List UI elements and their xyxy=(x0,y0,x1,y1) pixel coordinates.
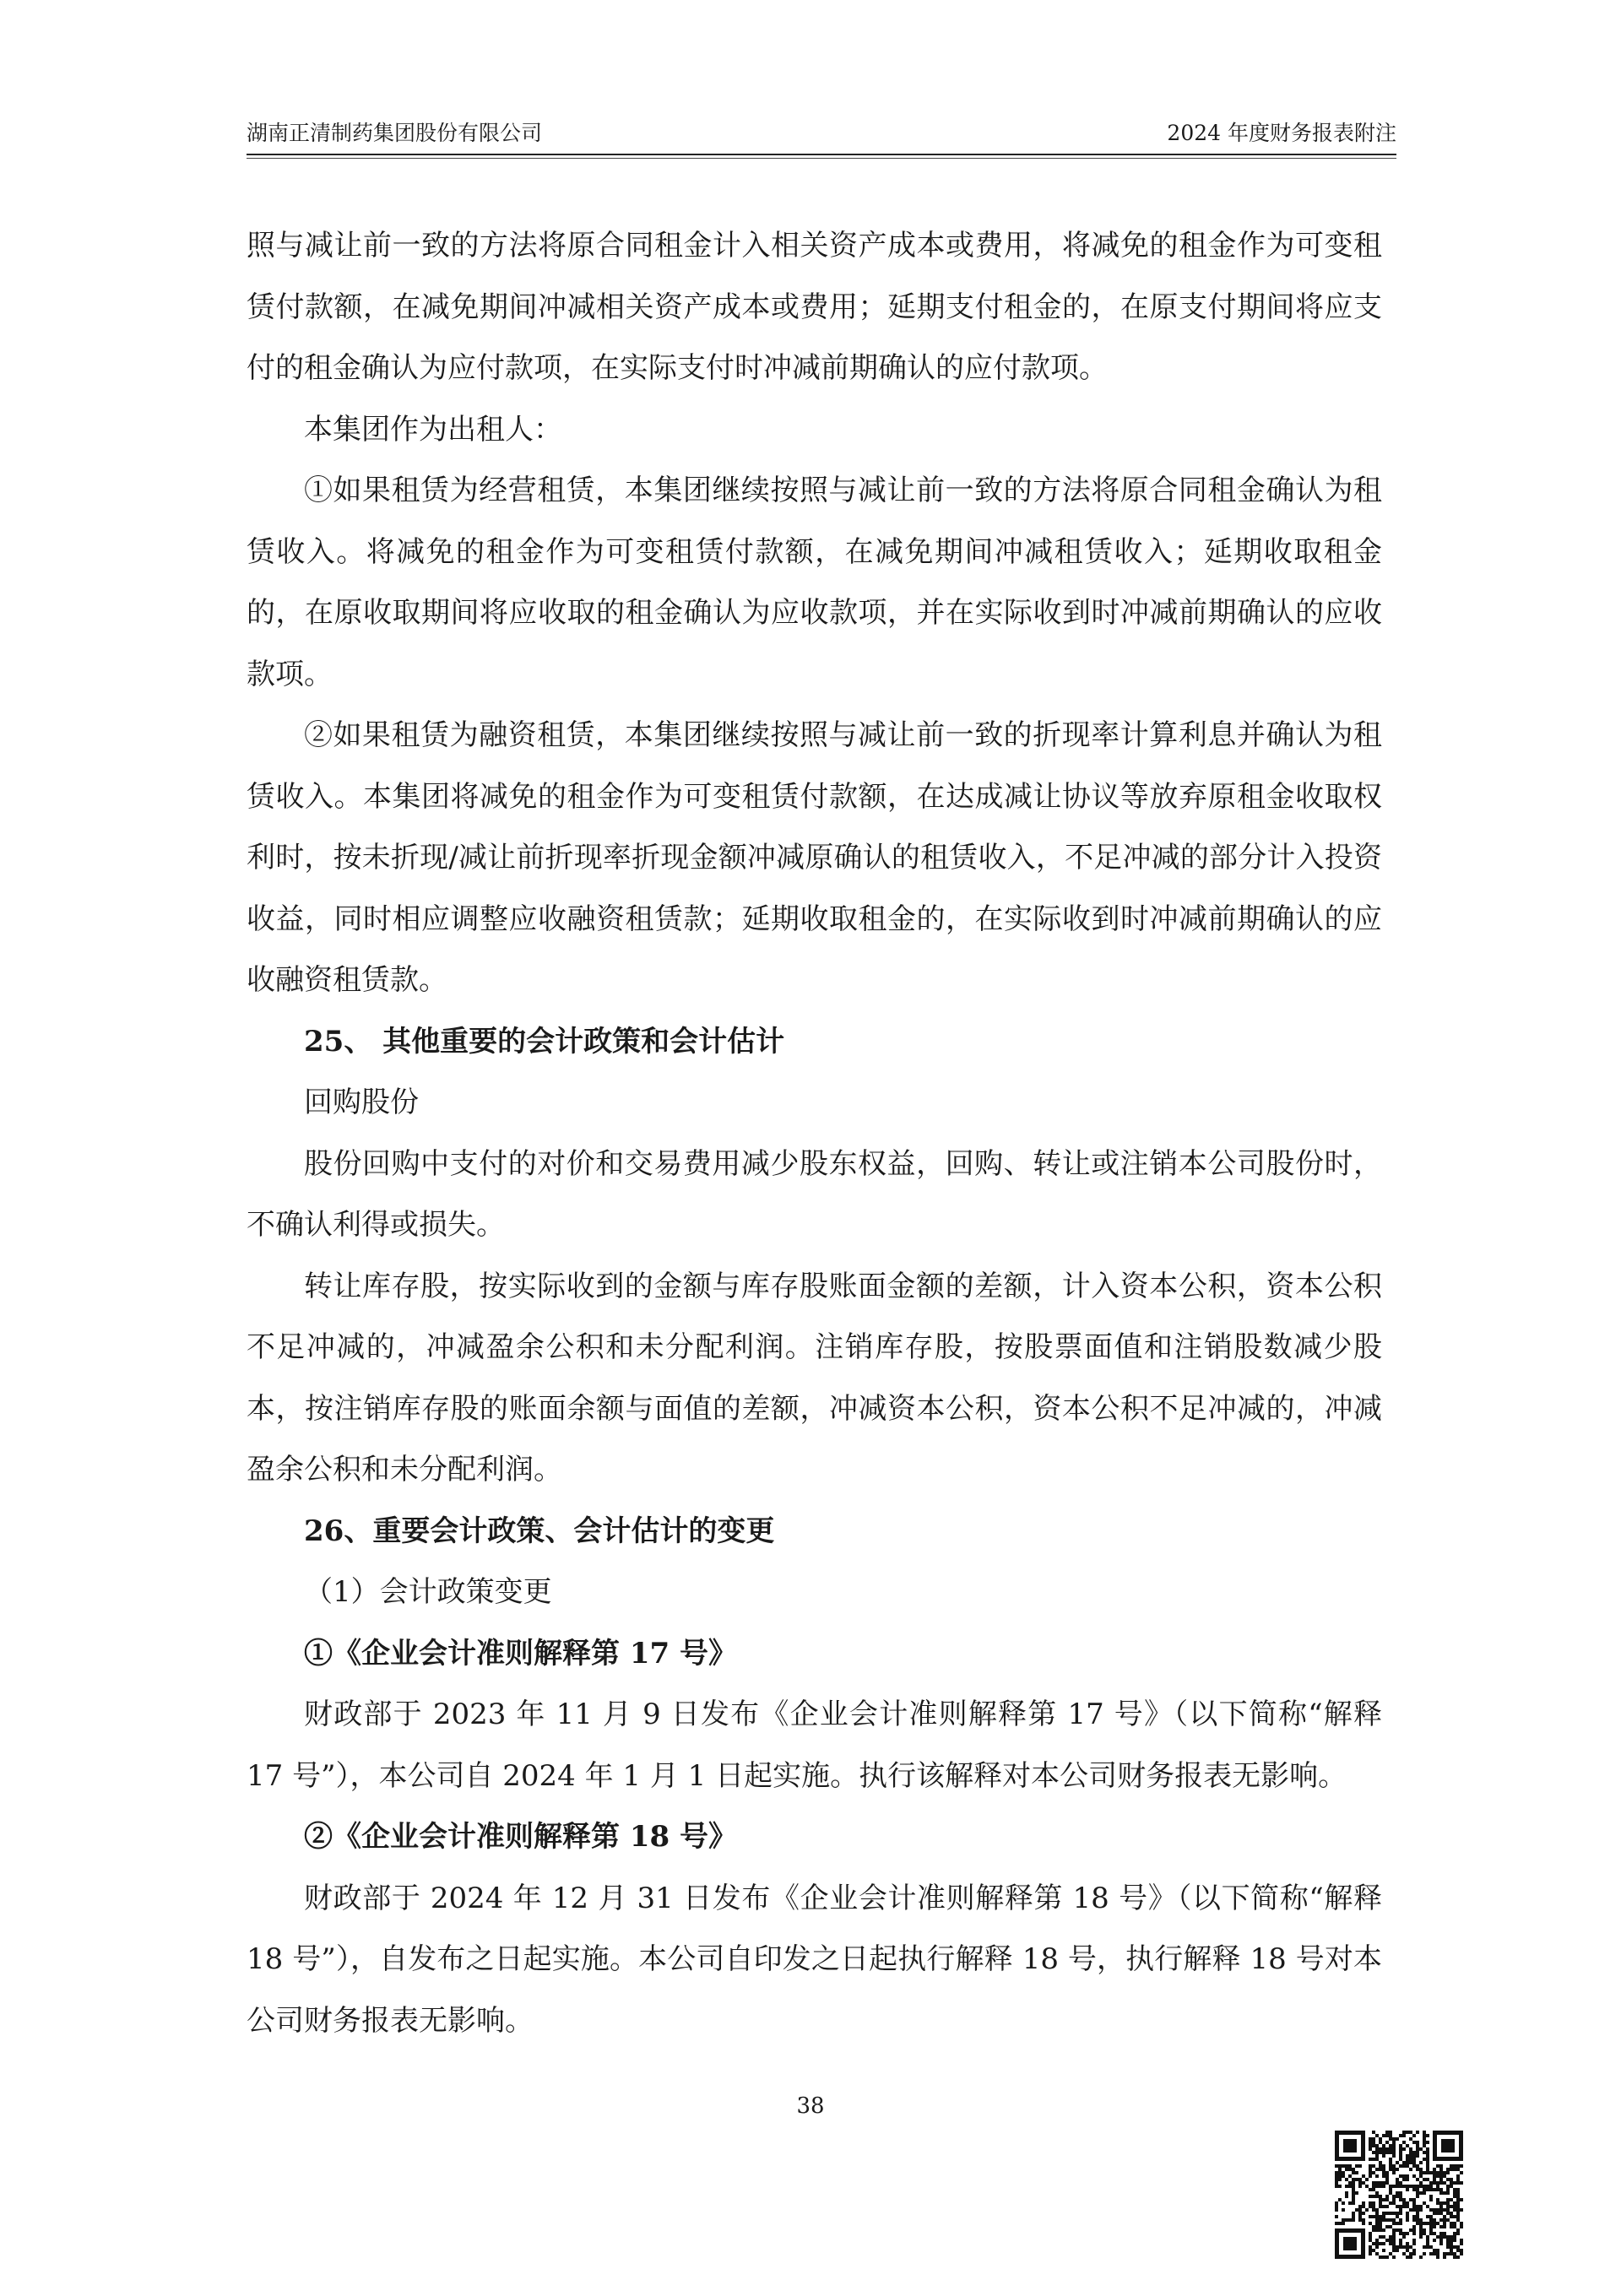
section-heading-25: 25、 其他重要的会计政策和会计估计 xyxy=(304,1024,785,1059)
header-report-title: 2024 年度财务报表附注 xyxy=(1167,121,1396,145)
header-company-name: 湖南正清制药集团股份有限公司 xyxy=(247,121,543,145)
paragraph: 财政部于 2023 年 11 月 9 日发布《企业会计准则解释第 17 号》（以下简称“解释 17 号”），本公司自 2024 年 1 月 1 日起实施。执行该解释对本公司财务报表无影响。 xyxy=(247,1698,1382,1793)
page-header xyxy=(247,116,1396,154)
paragraph: ①如果租赁为经营租赁，本集团继续按照与减让前一致的方法将原合同租金确认为租赁收入。将减免的租金作为可变租赁付款额，在减免期间冲减租赁收入；延期收取租金的，在原收取期间将应收取的租金确认为应收款项，并在实际收到时冲减前期确认的应收款项。 xyxy=(247,474,1382,691)
paragraph: 股份回购中支付的对价和交易费用减少股东权益，回购、转让或注销本公司股份时，不确认利得或损失。 xyxy=(247,1146,1382,1242)
item-heading: ①《企业会计准则解释第 17 号》 xyxy=(304,1636,737,1671)
qr-code-icon xyxy=(1331,2127,1466,2262)
item-heading: ②《企业会计准则解释第 18 号》 xyxy=(304,1820,737,1854)
paragraph: 照与减让前一致的方法将原合同租金计入相关资产成本或费用，将减免的租金作为可变租赁付款额，在减免期间冲减相关资产成本或费用；延期支付租金的，在原支付期间将应支付的租金确认为应付款项，在实际支付时冲减前期确认的应付款项。 xyxy=(247,229,1382,385)
section-heading-26: 26、重要会计政策、会计估计的变更 xyxy=(304,1514,775,1548)
document-body xyxy=(247,215,1382,2051)
subsection-title: 回购股份 xyxy=(304,1086,419,1119)
header-divider-thin xyxy=(247,158,1396,159)
page-number: 38 xyxy=(796,2093,825,2119)
subsection-title: （1）会计政策变更 xyxy=(304,1575,552,1609)
header-divider xyxy=(247,154,1396,155)
paragraph: 转让库存股，按实际收到的金额与库存股账面金额的差额，计入资本公积，资本公积不足冲减的，冲减盈余公积和未分配利润。注销库存股，按股票面值和注销股数减少股本，按注销库存股的账面余额与面值的差额，冲减资本公积，资本公积不足冲减的，冲减盈余公积和未分配利润。 xyxy=(247,1269,1382,1486)
paragraph: ②如果租赁为融资租赁，本集团继续按照与减让前一致的折现率计算利息并确认为租赁收入。本集团将减免的租金作为可变租赁付款额，在达成减让协议等放弃原租金收取权利时，按未折现/减让前折现率折现金额冲减原确认的租赁收入，不足冲减的部分计入投资收益，同时相应调整应收融资租赁款；延期收取租金的，在实际收到时冲减前期确认的应收融资租赁款。 xyxy=(247,718,1382,997)
paragraph: 财政部于 2024 年 12 月 31 日发布《企业会计准则解释第 18 号》（以下简称“解释 18 号”），自发布之日起实施。本公司自印发之日起执行解释 18 号，执行解释 18 号对本公司财务报表无影响。 xyxy=(247,1881,1382,2038)
paragraph: 本集团作为出租人： xyxy=(304,412,562,447)
